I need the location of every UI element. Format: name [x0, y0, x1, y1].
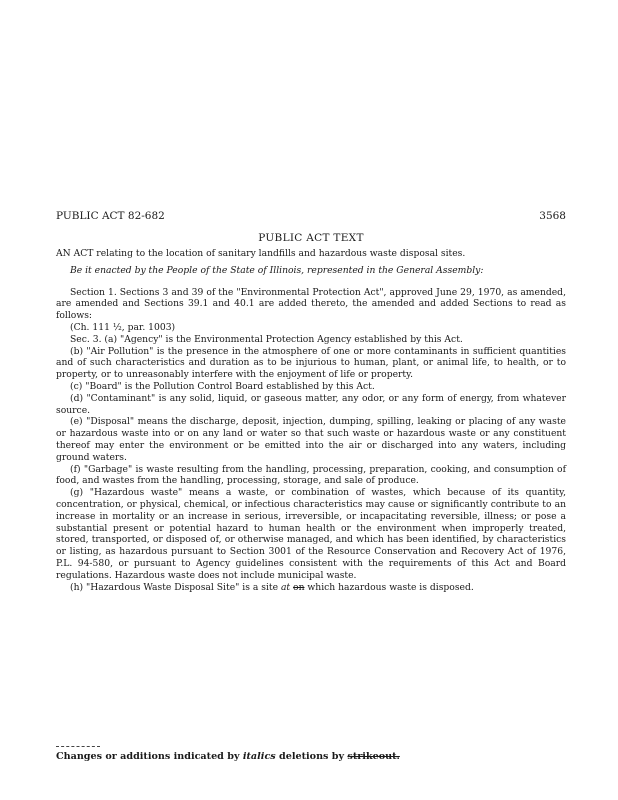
section-3c: (c) "Board" is the Pollution Control Board established by this Act.: [70, 380, 375, 392]
section-3f: (f) "Garbage" is waste resulting from the handling, processing, preparation, cooking, and consumption of food, and wastes from the handling, processing, storage, and sale of produce.: [56, 463, 566, 487]
legend-text-mid: deletions by: [279, 751, 345, 762]
legend-strikeout-sample: strikeout.: [347, 751, 400, 762]
section-3h-addition: at: [280, 581, 291, 593]
footer-legend: [56, 751, 400, 762]
page-number: 3568: [539, 210, 566, 222]
section-3h: [56, 582, 566, 594]
page-title: PUBLIC ACT TEXT: [258, 232, 364, 244]
section-3h-text: (h) "Hazardous Waste Disposal Site" is a site: [70, 581, 279, 593]
section-3g: (g) "Hazardous waste" means a waste, or combination of wastes, which because of its quantity, concentration, or physical, chemical, or infectious characteristics may cause or significantly contribute to an increase in mortality or an increase in serious, irreversible, or incapacitating reversible, illness; or pose a substantial present or potential hazard to human health or the environment when improperly treated, stored, transported, or disposed of, or otherwise managed, and which has been identified, by characteristics or listing, as hazardous pursuant to Section 3001 of the Resource Conservation and Recovery Act of 1976, P.L. 94-580, or pursuant to Agency guidelines consistent with the requirements of this Act and Board regulations. Hazardous waste does not include municipal waste.: [56, 487, 566, 581]
section-3h-text-end: which hazardous waste is disposed.: [307, 581, 474, 593]
footer-divider: [56, 746, 100, 747]
act-title: AN ACT relating to the location of sanitary landfills and hazardous waste disposal sites.: [56, 248, 466, 259]
legend-italics-sample: italics: [242, 751, 276, 762]
section-3b: (b) "Air Pollution" is the presence in the atmosphere of one or more contaminants in sufficient quantities and of such characteristics and duration as to be injurious to human, plant, or animal life, to health, or to property, or to unreasonably interfere with the enjoyment of life or property.: [56, 345, 566, 381]
section-1: Section 1. Sections 3 and 39 of the "Environmental Protection Act", approved June 29, 1970, as amended, are amended and Sections 39.1 and 40.1 are added thereto, the amended and added Sections to read as follows:: [56, 286, 566, 322]
legend-text: Changes or additions indicated by: [56, 751, 240, 762]
enacting-clause: Be it enacted by the People of the State of Illinois, represented in the General Assembly:: [70, 264, 484, 276]
section-3e: (e) "Disposal" means the discharge, deposit, injection, dumping, spilling, leaking or placing of any waste or hazardous waste into or on any land or water so that such waste or hazardous waste or any constituent thereof may enter the environment or be emitted into the air or discharged into any waters, including ground waters.: [56, 416, 566, 463]
citation: (Ch. 111 ½, par. 1003): [70, 321, 176, 333]
act-body: [56, 248, 566, 593]
public-act-number: PUBLIC ACT 82-682: [56, 210, 165, 222]
section-3d: (d) "Contaminant" is any solid, liquid, or gaseous matter, any odor, or any form of energy, from whatever source.: [56, 392, 566, 416]
section-3a: Sec. 3. (a) "Agency" is the Environmental Protection Agency established by this Act.: [70, 333, 463, 345]
section-3h-deletion: on: [293, 581, 305, 593]
